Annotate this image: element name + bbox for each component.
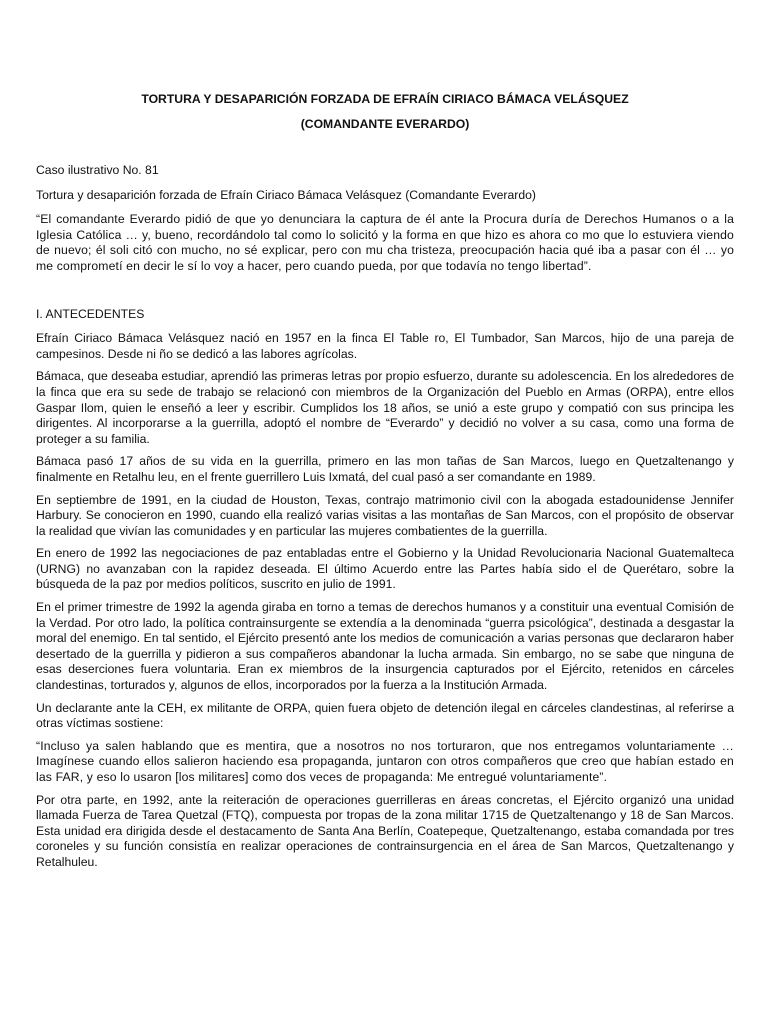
document-title: TORTURA Y DESAPARICIÓN FORZADA DE EFRAÍN CIRIACO BÁMACA VELÁSQUEZ xyxy=(141,92,629,106)
case-subtitle: Tortura y desaparición forzada de Efraín Ciriaco Bámaca Velásquez (Comandante Everardo) xyxy=(36,187,536,202)
paragraph-declarant: Un declarante ante la CEH, ex militante de ORPA, quien fuera objeto de detención ilegal en cárceles clandestinas, al referirse a otras víctimas sostiene: xyxy=(36,700,734,731)
second-quote: “Incluso ya salen hablando que es mentira, que a nosotros no nos torturaron, que nos entregamos voluntariamente … Imagínese cuando ellos salieron haciendo esa propaganda, juntaron con otros compañeros que creo que habían estado en las FAR, y eso lo usaron [los militares] como dos veces de propaganda: Me entregué voluntariamente”. xyxy=(36,738,734,784)
paragraph-ftq-unit: Por otra parte, en 1992, ante la reiteración de operaciones guerrilleras en áreas concretas, el Ejército organizó una unidad llamada Fuerza de Tarea Quetzal (FTQ), compuesta por tropas de la zona militar 1715 de Quetzaltenango y 18 de San Marcos. Esta unidad era dirigida desde el destacamento de Santa Ana Berlín, Coatepeque, Quetzaltenango, estaba comandada por tres coroneles y su función consistía en realizar operaciones de contrainsurgencia en el área de San Marcos, Quetzaltenango y Retalhuleu. xyxy=(36,792,734,869)
paragraph-birth: Efraín Ciriaco Bámaca Velásquez nació en 1957 en la finca El Table ro, El Tumbador, San Marcos, hijo de una pareja de campesinos. Desde ni ño se dedicó a las labores agrícolas. xyxy=(36,331,734,361)
paragraph-human-rights-agenda: En el primer trimestre de 1992 la agenda giraba en torno a temas de derechos humanos y a constituir una eventual Comisión de la Verdad. Por otro lado, la política contrainsurgente se extendía a la denominada “guerra psicológica”, destinada a desgastar la moral del enemigo. En tal sentido, el Ejército presentó ante los medios de comunicación a varias personas que declararon haber desertado de la guerrilla y pidieron a sus compañeros abandonar la lucha armada. Sin embargo, no se sabe que ninguna de esas deserciones fuera voluntaria. Eran ex miembros de la insurgencia capturados por el Ejército, retenidos en cárceles clandestinas, torturados y, algunos de ellos, incorporados por la fuerza a la Institución Armada. xyxy=(36,600,734,693)
document-title-subtitle: (COMANDANTE EVERARDO) xyxy=(300,117,470,131)
section-heading: I. ANTECEDENTES xyxy=(36,306,145,321)
paragraph-marriage: En septiembre de 1991, en la ciudad de Houston, Texas, contrajo matrimonio civil con la abogada estadounidense Jennifer Harbury. Se conocieron en 1990, cuando ella realizó varias visitas a las montañas de San Marcos, con el propósito de observar la realidad que vivían las comunidades y en particular las mujeres combatientes de la guerrilla. xyxy=(36,492,734,538)
opening-quote: “El comandante Everardo pidió de que yo denunciara la captura de él ante la Procura duría de Derechos Humanos o a la Iglesia Católica … y, bueno, recordándolo tal como lo solicitó y la forma en que hizo es ahora co mo que lo estuviera viendo de nuevo; él soli citó con mucho, no sé explicar, pero con mu cha tristeza, preocupación hacia qué iba a pasar con él … yo me comprometí en decir le sí lo voy a hacer, pero cuando pueda, por que todavía no tengo libertad”. xyxy=(36,212,734,273)
case-label: Caso ilustrativo No. 81 xyxy=(36,163,159,177)
paragraph-guerrilla-years: Bámaca pasó 17 años de su vida en la guerrilla, primero en las mon tañas de San Marcos, luego en Quetzaltenango y finalmente en Retalhu leu, en el frente guerrillero Luis Ixmatá, del cual pasó a ser comandante en 1989. xyxy=(36,454,734,484)
paragraph-education: Bámaca, que deseaba estudiar, aprendió las primeras letras por propio esfuerzo, durante su adolescencia. En los alrededores de la finca que era su sede de trabajo se relacionó con miembros de la Organización del Pueblo en Armas (ORPA), entre ellos Gaspar Ilom, quien le enseñó a leer y escribir. Cumplidos los 18 años, se unió a este grupo y compatió con sus principa les dirigentes. Al incorporarse a la guerrilla, adoptó el nombre de “Everardo” y decidió no volver a su casa, como una forma de proteger a su familia. xyxy=(36,369,734,446)
paragraph-peace-negotiations: En enero de 1992 las negociaciones de paz entabladas entre el Gobierno y la Unidad Revolucionaria Nacional Guatemalteca (URNG) no avanzaban con la rapidez deseada. El último Acuerdo entre las Partes había sido el de Querétaro, sobre la búsqueda de la paz por medios políticos, suscrito en julio de 1991. xyxy=(36,546,734,592)
